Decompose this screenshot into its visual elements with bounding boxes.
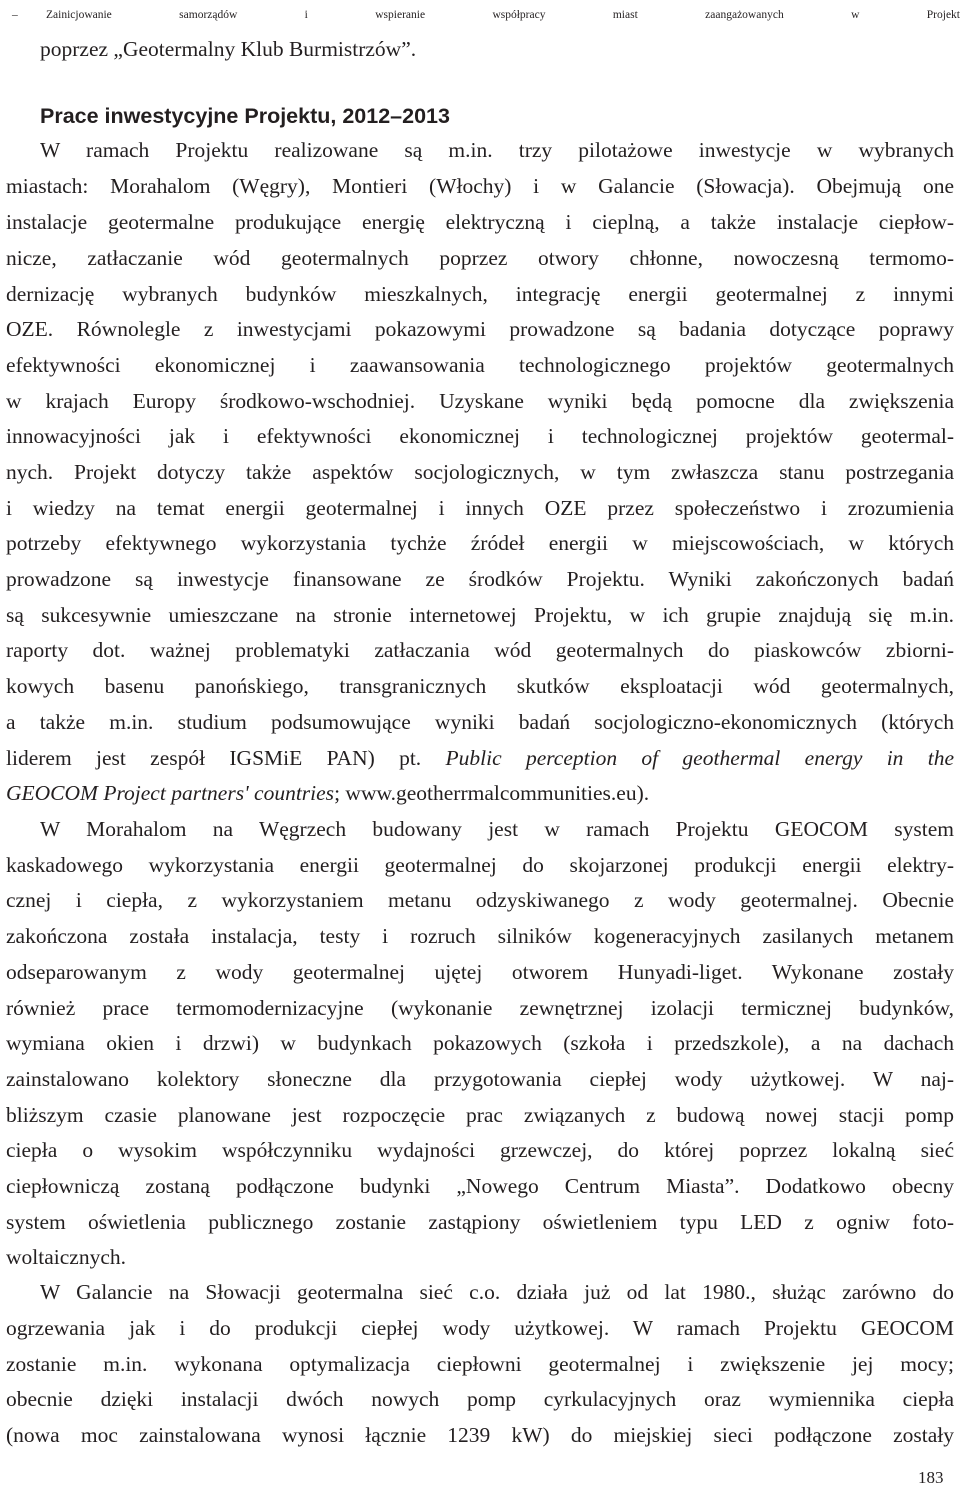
- paragraph-line: zostanie m.in. wykonana optymalizacja ciepłowni geotermalnej i zwiększenie jej mocy;: [6, 1352, 954, 1376]
- publication-title: GEOCOM Project partners' countries: [6, 781, 335, 805]
- bullet-text: Zainicjowanie samorządów i wspieranie współpracy miast zaangażowanych w Projekt: [46, 9, 960, 21]
- bullet-dash: –: [12, 9, 18, 21]
- paragraph-line: [6, 743, 954, 773]
- paragraph-line: cznej i ciepła, z wykorzystaniem metanu odzyskiwanego z wody geotermalnej. Obecnie: [6, 888, 954, 912]
- paragraph-line: W Morahalom na Węgrzech budowany jest w ramach Projektu GEOCOM system: [40, 817, 954, 841]
- paragraph-line: obecnie dzięki instalacji dwóch nowych pomp cyrkulacyjnych oraz wymiennika ciepła: [6, 1387, 954, 1411]
- paragraph-line: i wiedzy na temat energii geotermalnej i innych OZE przez społeczeństwo i zrozumienia: [6, 496, 954, 520]
- paragraph-line: ogrzewania jak i do produkcji ciepłej wody użytkowej. W ramach Projektu GEOCOM: [6, 1316, 954, 1340]
- paragraph-line: kaskadowego wykorzystania energii geotermalnej do skojarzonej produkcji energii elektry-: [6, 853, 954, 877]
- paragraph-line: OZE. Równolegle z inwestycjami pokazowymi prowadzone są badania dotyczące poprawy: [6, 317, 954, 341]
- paragraph-line: innowacyjności jak i efektywności ekonomicznej i technologicznej projektów geotermal-: [6, 424, 954, 448]
- paragraph-line: W ramach Projektu realizowane są m.in. trzy pilotażowe inwestycje w wybranych: [40, 138, 954, 162]
- paragraph-line: są sukcesywnie umieszczane na stronie internetowej Projektu, w ich grupie znajdują się m.in.: [6, 603, 954, 627]
- paragraph-line: [6, 778, 954, 808]
- paragraph-line: woltaicznych.: [6, 1245, 126, 1269]
- paragraph-line: efektywności ekonomicznej i zaawansowania technologicznego projektów geotermalnych: [6, 353, 954, 377]
- paragraph-line: wymiana okien i drzwi) w budynkach pokazowych (szkoła i przedszkole), a na dachach: [6, 1031, 954, 1055]
- paragraph-line: ciepłowniczą zostaną podłączone budynki „Nowego Centrum Miasta”. Dodatkowo obecny: [6, 1174, 954, 1198]
- paragraph-line: a także m.in. studium podsumowujące wyniki badań socjologiczno-ekonomicznych (których: [6, 710, 954, 734]
- section-heading: Prace inwestycyjne Projektu, 2012–2013: [40, 104, 450, 128]
- paragraph-line: w krajach Europy środkowo-wschodniej. Uzyskane wyniki będą pomocne dla zwiększenia: [6, 389, 954, 413]
- bullet-line-2: poprzez „Geotermalny Klub Burmistrzów”.: [40, 37, 417, 61]
- paragraph-line: zainstalowano kolektory słoneczne dla przygotowania ciepłej wody użytkowej. W naj-: [6, 1067, 954, 1091]
- paragraph-line: miastach: Morahalom (Węgry), Montieri (Włochy) i w Galancie (Słowacja). Obejmują one: [6, 174, 954, 198]
- publication-title: Public perception of geothermal energy in the: [445, 746, 954, 770]
- paragraph-text: ; www.geotherrmalcommunities.eu).: [334, 781, 650, 805]
- paragraph-line: nych. Projekt dotyczy także aspektów socjologicznych, w tym zwłaszcza stanu postrzegania: [6, 460, 954, 484]
- paragraph-text: liderem jest zespół IGSMiE PAN) pt.: [6, 746, 446, 770]
- paragraph-line: dernizację wybranych budynków mieszkalnych, integrację energii geotermalnej z innymi: [6, 282, 954, 306]
- paragraph-line: instalacje geotermalne produkujące energię elektryczną i cieplną, a także instalacje ciepłow-: [6, 210, 954, 234]
- paragraph-line: potrzeby efektywnego wykorzystania tychże źródeł energii w miejscowościach, w których: [6, 531, 954, 555]
- paragraph-line: W Galancie na Słowacji geotermalna sieć c.o. działa już od lat 1980., służąc zarówno do: [40, 1280, 954, 1304]
- paragraph-line: również prace termomodernizacyjne (wykonanie zewnętrznej izolacji termicznej budynków,: [6, 996, 954, 1020]
- paragraph-line: (nowa moc zainstalowana wynosi łącznie 1239 kW) do miejskiej sieci podłączone zostały: [6, 1423, 954, 1447]
- paragraph-line: prowadzone są inwestycje finansowane ze środków Projektu. Wyniki zakończonych badań: [6, 567, 954, 591]
- paragraph-line: odseparowanym z wody geotermalnej ujętej otworem Hunyadi-liget. Wykonane zostały: [6, 960, 954, 984]
- paragraph-line: raporty dot. ważnej problematyki zatłaczania wód geotermalnych do piaskowców zbiorni-: [6, 638, 954, 662]
- page-number: 183: [918, 1468, 944, 1487]
- paragraph-line: kowych basenu panońskiego, transgranicznych skutków eksploatacji wód geotermalnych,: [6, 674, 954, 698]
- paragraph-line: nicze, zatłaczanie wód geotermalnych poprzez otwory chłonne, nowoczesną termomo-: [6, 246, 954, 270]
- paragraph-line: zakończona została instalacja, testy i rozruch silników kogeneracyjnych zasilanych metanem: [6, 924, 954, 948]
- paragraph-line: system oświetlenia publicznego zostanie zastąpiony oświetleniem typu LED z ogniw foto-: [6, 1210, 954, 1234]
- paragraph-line: bliższym czasie planowane jest rozpoczęcie prac związanych z budową nowej stacji pomp: [6, 1103, 954, 1127]
- bullet-line-1: [6, 0, 960, 30]
- paragraph-line: ciepła o wysokim współczynniku wydajności grzewczej, do której poprzez lokalną sieć: [6, 1138, 954, 1162]
